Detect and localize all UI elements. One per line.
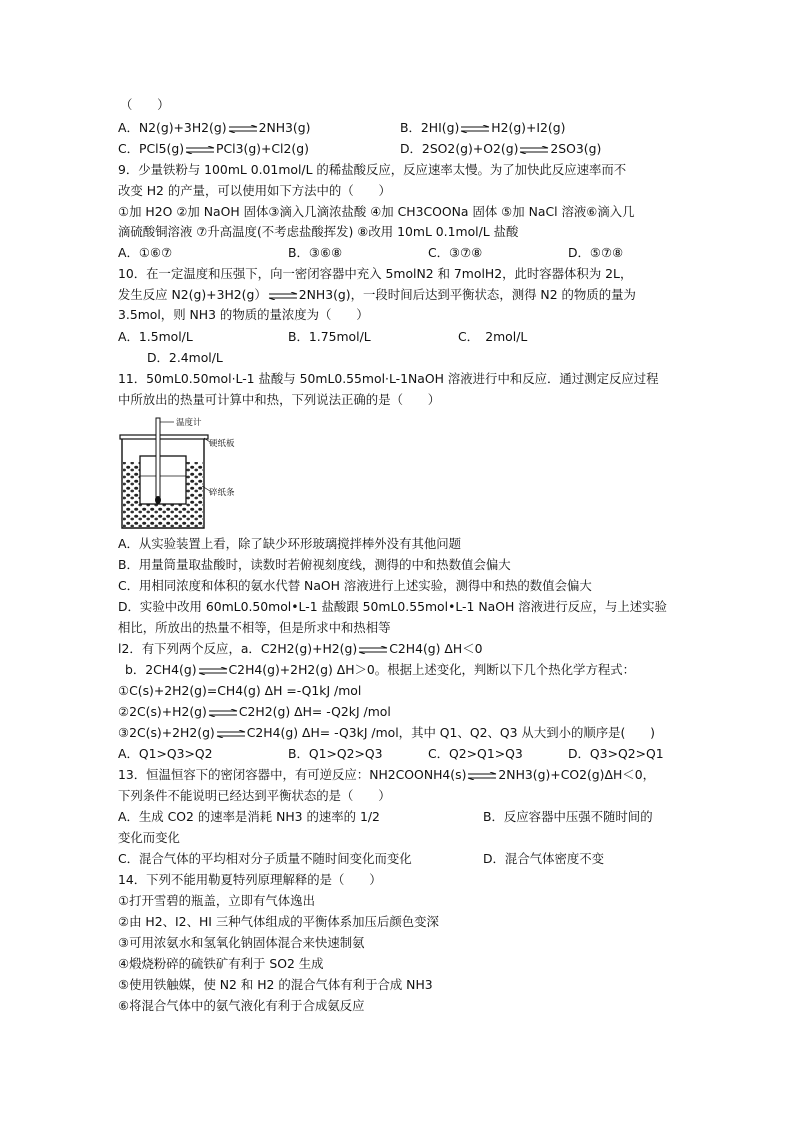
q8-option-a: A．N2(g)+3H2(g) 2NH3(g) — [118, 120, 311, 135]
q14-item-6: ⑥将混合气体中的氨气液化有利于合成氨反应 — [118, 998, 365, 1013]
q10-stem-line1: 10．在一定温度和压强下，向一密闭容器中充入 5molN2 和 7molH2，此时容器体积为 2L， — [118, 266, 633, 281]
q12-option-b: B．Q1>Q2>Q3 — [288, 746, 383, 761]
equilibrium-arrow-icon — [268, 292, 298, 300]
q11-option-d-line2: 相比，所放出的热量不相等，但是所求中和热相等 — [118, 620, 391, 635]
q14-item-1: ①打开雪碧的瓶盖，立即有气体逸出 — [118, 893, 315, 908]
fig-label-paper: 碎纸条 — [209, 488, 235, 498]
calorimeter-figure — [118, 416, 246, 530]
q14-item-2: ②由 H2、I2、HI 三种气体组成的平衡体系加压后颜色变深 — [118, 914, 439, 929]
calorimeter-diagram — [118, 416, 246, 530]
q11-option-d-line1: D．实验中改用 60mL0.50mol•L-1 盐酸跟 50mL0.55mol•L-1 NaOH 溶液进行反应，与上述实验 — [118, 599, 667, 614]
q9-stem-line2: 改变 H2 的产量，可以使用如下方法中的（ ） — [118, 183, 391, 198]
q11-option-a: A．从实验装置上看，除了缺少环形玻璃搅拌棒外没有其他问题 — [118, 536, 462, 551]
q11-stem-line2: 中所放出的热量可计算中和热，下列说法正确的是（ ） — [118, 392, 441, 407]
q11-option-b: B．用量筒量取盐酸时，读数时若俯视刻度线，测得的中和热数值会偏大 — [118, 557, 511, 572]
equilibrium-arrow-icon — [467, 772, 497, 780]
q12-stem-line1: l2．有下列两个反应，a．C2H2(g)+H2(g) C2H4(g) ΔH＜0 — [118, 641, 483, 656]
q10-stem-line3: 3.5mol，则 NH3 的物质的量浓度为（ ） — [118, 307, 369, 322]
q10-option-d: D．2.4mol/L — [147, 350, 223, 365]
q12-option-d: D．Q3>Q2>Q1 — [568, 746, 664, 761]
equilibrium-arrow-icon — [519, 146, 549, 154]
q12-equation-2: ②2C(s)+H2(g) C2H2(g) ΔH= -Q2kJ /mol — [118, 704, 391, 719]
equilibrium-arrow-icon — [358, 646, 388, 654]
q13-stem-line1: 13．恒温恒容下的密闭容器中，有可逆反应：NH2COONH4(s) 2NH3(g)+CO2(g)ΔH＜0， — [118, 767, 655, 782]
q13-option-b-line2: 变化而变化 — [118, 830, 180, 845]
q9-stem-line1: 9．少量铁粉与 100mL 0.01mol/L 的稀盐酸反应，反应速率太慢。为了加快此反应速率而不 — [118, 162, 627, 177]
q8-option-b: B．2HI(g) H2(g)+I2(g) — [400, 120, 566, 135]
q9-option-d: D．⑤⑦⑧ — [568, 245, 624, 260]
q13-option-c: C．混合气体的平均相对分子质量不随时间变化而变化 — [118, 851, 412, 866]
q13-option-a: A．生成 CO2 的速率是消耗 NH3 的速率的 1/2 — [118, 809, 380, 824]
equilibrium-arrow-icon — [460, 125, 490, 133]
q13-option-b-line1: B．反应容器中压强不随时间的 — [483, 809, 653, 824]
q12-equation-3: ③2C(s)+2H2(g) C2H4(g) ΔH= -Q3kJ /mol，其中 Q1、Q2、Q3 从大到小的顺序是( ) — [118, 725, 655, 740]
q9-option-c: C．③⑦⑧ — [428, 245, 483, 260]
q10-option-b: B．1.75mol/L — [288, 329, 371, 344]
q9-methods-line1: ①加 H2O ②加 NaOH 固体③滴入几滴浓盐酸 ④加 CH3COONa 固体 ⑤加 NaCl 溶液⑥滴入几 — [118, 204, 635, 219]
q11-stem-line1: 11．50mL0.50mol·L-1 盐酸与 50mL0.55mol·L-1NaOH 溶液进行中和反应．通过测定反应过程 — [118, 371, 659, 386]
fig-label-thermometer: 温度计 — [176, 418, 202, 428]
q8-option-c: C．PCl5(g) PCl3(g)+Cl2(g) — [118, 141, 309, 156]
q8-option-d: D．2SO2(g)+O2(g) 2SO3(g) — [400, 141, 602, 156]
q10-option-a: A．1.5mol/L — [118, 329, 193, 344]
equilibrium-arrow-icon — [185, 146, 215, 154]
q10-option-c: C． 2mol/L — [458, 329, 528, 344]
q13-option-d: D．混合气体密度不变 — [483, 851, 605, 866]
equilibrium-arrow-icon — [208, 709, 238, 717]
equilibrium-arrow-icon — [216, 730, 246, 738]
q12-option-a: A．Q1>Q3>Q2 — [118, 746, 213, 761]
q11-option-c: C．用相同浓度和体积的氨水代替 NaOH 溶液进行上述实验，测得中和热的数值会偏大 — [118, 578, 592, 593]
q9-option-a: A．①⑥⑦ — [118, 245, 173, 260]
q9-option-b: B．③⑥⑧ — [288, 245, 343, 260]
fig-label-board: 硬纸板 — [209, 439, 235, 449]
q14-stem: 14．下列不能用勒夏特列原理解释的是（ ） — [118, 872, 382, 887]
q13-stem-line2: 下列条件不能说明已经达到平衡状态的是（ ） — [118, 788, 391, 803]
q14-item-3: ③可用浓氨水和氢氧化钠固体混合来快速制氨 — [118, 935, 365, 950]
q12-option-c: C．Q2>Q1>Q3 — [428, 746, 523, 761]
q9-methods-line2: 滴硫酸铜溶液 ⑦升高温度(不考虑盐酸挥发) ⑧改用 10mL 0.1mol/L 盐酸 — [118, 224, 519, 239]
q10-stem-line2: 发生反应 N2(g)+3H2(g） 2NH3(g)，一段时间后达到平衡状态，测得 N2 的物质的量为 — [118, 287, 636, 302]
q8-paren: （ ） — [120, 97, 170, 112]
equilibrium-arrow-icon — [228, 125, 258, 133]
equilibrium-arrow-icon — [198, 667, 228, 675]
q14-item-4: ④煅烧粉碎的硫铁矿有利于 SO2 生成 — [118, 956, 324, 971]
q12-stem-line2: b．2CH4(g) C2H4(g)+2H2(g) ΔH＞0。根据上述变化，判断以下几个热化学方程式： — [125, 662, 636, 677]
q12-equation-1: ①C(s)+2H2(g)=CH4(g) ΔH =-Q1kJ /mol — [118, 683, 362, 698]
q14-item-5: ⑤使用铁触媒，使 N2 和 H2 的混合气体有利于合成 NH3 — [118, 977, 433, 992]
